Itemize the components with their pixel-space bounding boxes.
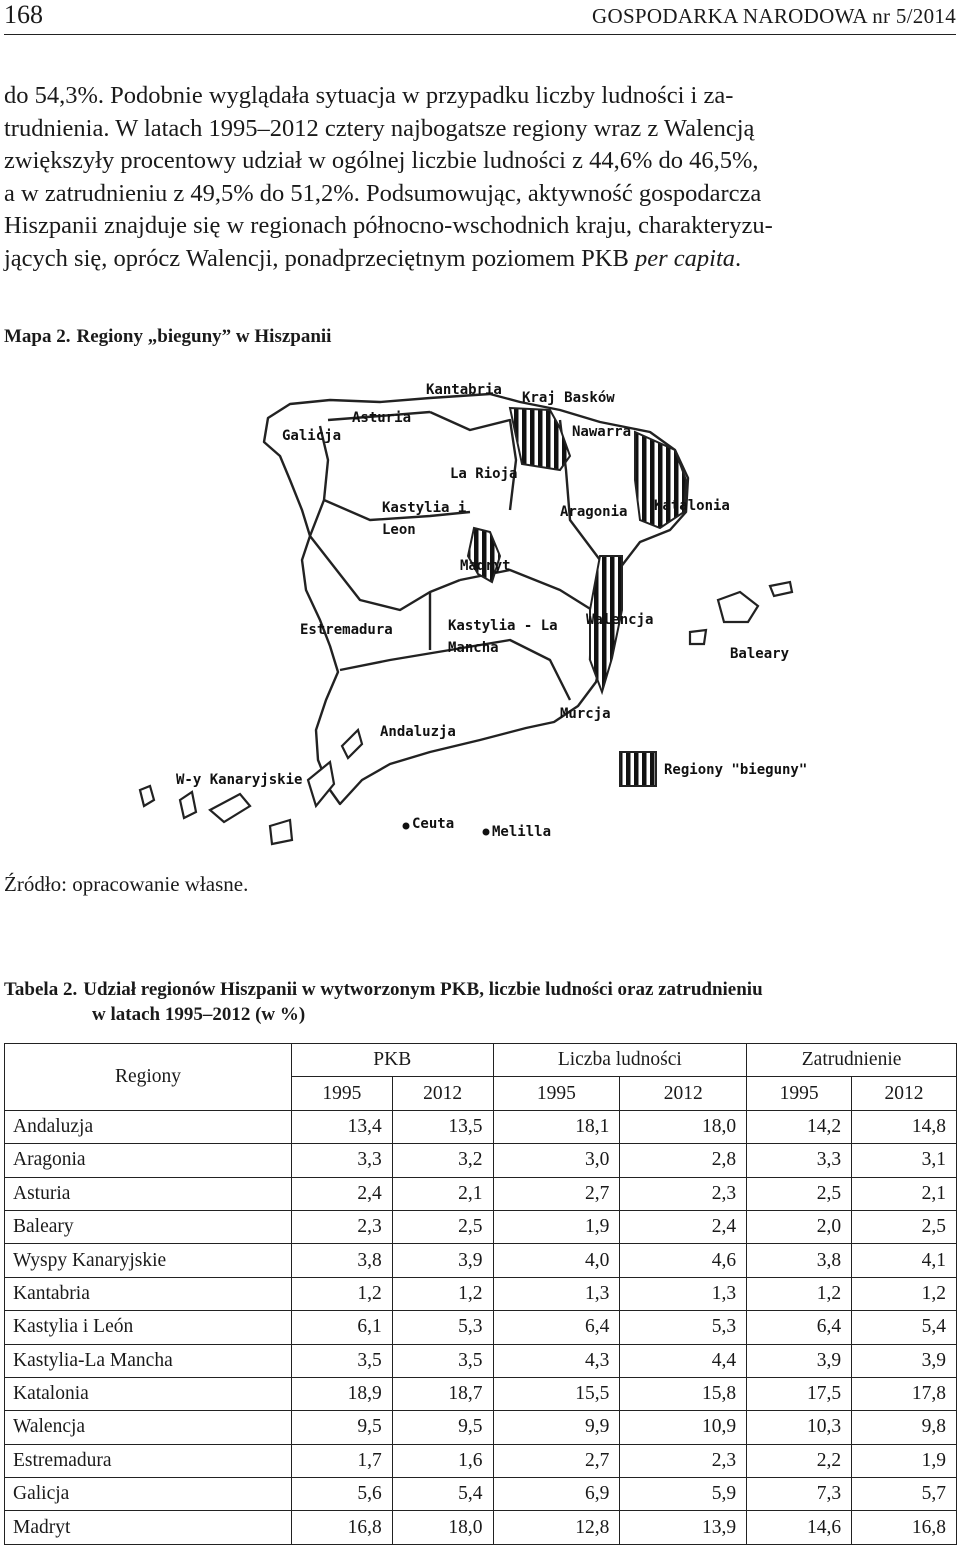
value-cell: 5,3 bbox=[620, 1311, 747, 1344]
label-kraj-baskow: Kraj Basków bbox=[522, 390, 615, 406]
table-row bbox=[5, 1277, 957, 1310]
label-madryt: Madryt bbox=[460, 558, 511, 574]
italic-term: per capita bbox=[634, 244, 736, 272]
value-cell: 14,2 bbox=[747, 1110, 852, 1143]
value-cell: 7,3 bbox=[747, 1478, 852, 1511]
value-cell: 5,9 bbox=[620, 1478, 747, 1511]
region-name-cell: Estremadura bbox=[5, 1444, 292, 1477]
header-year: 2012 bbox=[852, 1077, 957, 1110]
region-name-cell: Asturia bbox=[5, 1177, 292, 1210]
value-cell: 18,7 bbox=[392, 1377, 493, 1410]
value-cell: 9,9 bbox=[493, 1411, 620, 1444]
value-cell: 4,4 bbox=[620, 1344, 747, 1377]
value-cell: 2,2 bbox=[747, 1444, 852, 1477]
label-kastylia-leon-2: Leon bbox=[382, 522, 416, 538]
region-name-cell: Galicja bbox=[5, 1478, 292, 1511]
header-year: 2012 bbox=[392, 1077, 493, 1110]
region-name-cell: Kantabria bbox=[5, 1277, 292, 1310]
border-estremadura bbox=[310, 536, 460, 610]
body-line: Hiszpanii znajduje się w regionach północno-wschodnich kraju, charakteryzu- bbox=[4, 212, 773, 239]
region-name-cell: Walencja bbox=[5, 1411, 292, 1444]
value-cell: 2,3 bbox=[620, 1444, 747, 1477]
label-baleary: Baleary bbox=[730, 646, 790, 662]
value-cell: 1,2 bbox=[392, 1277, 493, 1310]
value-cell: 17,5 bbox=[747, 1377, 852, 1410]
value-cell: 15,5 bbox=[493, 1377, 620, 1410]
value-cell: 3,9 bbox=[852, 1344, 957, 1377]
island-ibiza bbox=[690, 630, 706, 644]
value-cell: 16,8 bbox=[852, 1511, 957, 1544]
region-kraj-baskow bbox=[510, 408, 570, 470]
value-cell: 2,4 bbox=[292, 1177, 393, 1210]
value-cell: 1,2 bbox=[747, 1277, 852, 1310]
value-cell: 3,5 bbox=[292, 1344, 393, 1377]
melilla-dot bbox=[483, 829, 490, 836]
table-caption-label: Tabela 2. bbox=[4, 979, 78, 1000]
table-caption bbox=[4, 977, 954, 1027]
island-canary-5 bbox=[308, 762, 334, 806]
header-pkb: PKB bbox=[292, 1044, 494, 1077]
value-cell: 6,4 bbox=[747, 1311, 852, 1344]
island-canary-3 bbox=[210, 794, 250, 822]
value-cell: 6,1 bbox=[292, 1311, 393, 1344]
header-ludnosc: Liczba ludności bbox=[493, 1044, 747, 1077]
value-cell: 2,1 bbox=[392, 1177, 493, 1210]
value-cell: 18,0 bbox=[392, 1511, 493, 1544]
label-nawarra: Nawarra bbox=[572, 424, 632, 440]
value-cell: 1,6 bbox=[392, 1444, 493, 1477]
value-cell: 2,8 bbox=[620, 1144, 747, 1177]
region-name-cell: Baleary bbox=[5, 1210, 292, 1243]
value-cell: 17,8 bbox=[852, 1377, 957, 1410]
regions-table bbox=[4, 1043, 957, 1545]
value-cell: 1,3 bbox=[620, 1277, 747, 1310]
map-source: Źródło: opracowanie własne. bbox=[4, 872, 249, 896]
value-cell: 14,6 bbox=[747, 1511, 852, 1544]
label-la-rioja: La Rioja bbox=[450, 466, 518, 482]
legend-label: Regiony "bieguny" bbox=[664, 762, 808, 778]
body-line: do 54,3%. Podobnie wyglądała sytuacja w przypadku liczby ludności i za- bbox=[4, 82, 734, 109]
value-cell: 3,3 bbox=[292, 1144, 393, 1177]
table-caption-line2: w latach 1995–2012 (w %) bbox=[92, 1004, 306, 1025]
border-north bbox=[430, 412, 516, 510]
table-row bbox=[5, 1444, 957, 1477]
value-cell: 2,5 bbox=[747, 1177, 852, 1210]
value-cell: 1,3 bbox=[493, 1277, 620, 1310]
value-cell: 5,6 bbox=[292, 1478, 393, 1511]
value-cell: 13,9 bbox=[620, 1511, 747, 1544]
value-cell: 3,9 bbox=[392, 1244, 493, 1277]
page-number: 168 bbox=[4, 0, 43, 29]
table-row bbox=[5, 1311, 957, 1344]
value-cell: 1,2 bbox=[292, 1277, 393, 1310]
label-kastylia-mancha-1: Kastylia - La bbox=[448, 618, 558, 634]
value-cell: 3,8 bbox=[292, 1244, 393, 1277]
value-cell: 3,5 bbox=[392, 1344, 493, 1377]
value-cell: 3,0 bbox=[493, 1144, 620, 1177]
value-cell: 1,7 bbox=[292, 1444, 393, 1477]
header-zatrudnienie: Zatrudnienie bbox=[747, 1044, 957, 1077]
table-row bbox=[5, 1377, 957, 1410]
header-year: 1995 bbox=[493, 1077, 620, 1110]
body-line: a w zatrudnieniu z 49,5% do 51,2%. Podsumowując, aktywność gospodarcza bbox=[4, 179, 762, 207]
value-cell: 16,8 bbox=[292, 1511, 393, 1544]
table-row bbox=[5, 1411, 957, 1444]
table-body bbox=[5, 1110, 957, 1544]
label-walencja: Walencja bbox=[586, 612, 654, 628]
table-caption-line1: Udział regionów Hiszpanii w wytworzonym PKB, liczbie ludności oraz zatrudnieniu bbox=[83, 979, 763, 1000]
value-cell: 10,9 bbox=[620, 1411, 747, 1444]
journal-title: GOSPODARKA NARODOWA nr 5/2014 bbox=[592, 4, 956, 28]
value-cell: 13,4 bbox=[292, 1110, 393, 1143]
value-cell: 3,1 bbox=[852, 1144, 957, 1177]
value-cell: 4,1 bbox=[852, 1244, 957, 1277]
value-cell: 2,4 bbox=[620, 1210, 747, 1243]
value-cell: 18,0 bbox=[620, 1110, 747, 1143]
value-cell: 1,9 bbox=[852, 1444, 957, 1477]
body-line: trudnienia. W latach 1995–2012 cztery najbogatsze regiony wraz z Walencją bbox=[4, 114, 755, 142]
map-caption-text: Regiony „bieguny” w Hiszpanii bbox=[76, 326, 332, 347]
header-year: 1995 bbox=[747, 1077, 852, 1110]
value-cell: 6,9 bbox=[493, 1478, 620, 1511]
value-cell: 1,9 bbox=[493, 1210, 620, 1243]
value-cell: 18,9 bbox=[292, 1377, 393, 1410]
label-estremadura: Estremadura bbox=[300, 622, 393, 638]
region-name-cell: Kastylia-La Mancha bbox=[5, 1344, 292, 1377]
label-murcja: Murcja bbox=[560, 706, 611, 722]
legend-swatch bbox=[620, 752, 656, 786]
label-kastylia-leon-1: Kastylia i bbox=[382, 500, 467, 516]
island-menorca bbox=[770, 582, 792, 596]
header-regions: Regiony bbox=[5, 1044, 292, 1111]
value-cell: 2,5 bbox=[392, 1210, 493, 1243]
value-cell: 9,5 bbox=[392, 1411, 493, 1444]
island-canary-6 bbox=[342, 730, 362, 758]
region-name-cell: Andaluzja bbox=[5, 1110, 292, 1143]
value-cell: 12,8 bbox=[493, 1511, 620, 1544]
value-cell: 3,9 bbox=[747, 1344, 852, 1377]
body-line-last bbox=[4, 243, 956, 276]
table-row bbox=[5, 1177, 957, 1210]
table-row bbox=[5, 1144, 957, 1177]
table-row bbox=[5, 1244, 957, 1277]
table-row bbox=[5, 1344, 957, 1377]
value-cell: 3,3 bbox=[747, 1144, 852, 1177]
value-cell: 2,7 bbox=[493, 1444, 620, 1477]
value-cell: 5,3 bbox=[392, 1311, 493, 1344]
island-canary-4 bbox=[270, 820, 292, 844]
value-cell: 5,7 bbox=[852, 1478, 957, 1511]
value-cell: 1,2 bbox=[852, 1277, 957, 1310]
table-row bbox=[5, 1478, 957, 1511]
island-canary-1 bbox=[140, 786, 154, 806]
label-kanaryjskie: W-y Kanaryjskie bbox=[176, 772, 303, 788]
ceuta-dot bbox=[403, 823, 410, 830]
table-row bbox=[5, 1110, 957, 1143]
value-cell: 9,8 bbox=[852, 1411, 957, 1444]
region-name-cell: Madryt bbox=[5, 1511, 292, 1544]
label-kastylia-mancha-2: Mancha bbox=[448, 640, 499, 656]
region-name-cell: Wyspy Kanaryjskie bbox=[5, 1244, 292, 1277]
header-year: 2012 bbox=[620, 1077, 747, 1110]
island-mallorca bbox=[718, 592, 758, 622]
value-cell: 2,0 bbox=[747, 1210, 852, 1243]
value-cell: 2,7 bbox=[493, 1177, 620, 1210]
table-header-row bbox=[5, 1044, 957, 1077]
label-katalonia: Katalonia bbox=[654, 498, 730, 514]
map-caption bbox=[4, 326, 331, 348]
label-andaluzja: Andaluzja bbox=[380, 724, 456, 740]
page-header bbox=[4, 0, 956, 35]
value-cell: 5,4 bbox=[852, 1311, 957, 1344]
label-melilla: Melilla bbox=[492, 824, 552, 840]
value-cell: 9,5 bbox=[292, 1411, 393, 1444]
value-cell: 14,8 bbox=[852, 1110, 957, 1143]
spain-regions-map bbox=[130, 360, 850, 860]
value-cell: 5,4 bbox=[392, 1478, 493, 1511]
label-aragonia: Aragonia bbox=[560, 504, 628, 520]
value-cell: 4,6 bbox=[620, 1244, 747, 1277]
value-cell: 2,3 bbox=[620, 1177, 747, 1210]
value-cell: 13,5 bbox=[392, 1110, 493, 1143]
value-cell: 15,8 bbox=[620, 1377, 747, 1410]
label-asturia: Asturia bbox=[352, 410, 412, 426]
body-paragraph bbox=[4, 80, 956, 275]
value-cell: 6,4 bbox=[493, 1311, 620, 1344]
table-row bbox=[5, 1511, 957, 1544]
value-cell: 10,3 bbox=[747, 1411, 852, 1444]
region-name-cell: Kastylia i León bbox=[5, 1311, 292, 1344]
island-canary-2 bbox=[180, 792, 196, 818]
body-line-period: . bbox=[735, 244, 742, 272]
label-ceuta: Ceuta bbox=[412, 816, 455, 832]
body-line-start: jących się, oprócz Walencji, ponadprzeciętnym poziomem PKB bbox=[4, 244, 629, 272]
value-cell: 3,8 bbox=[747, 1244, 852, 1277]
value-cell: 4,0 bbox=[493, 1244, 620, 1277]
region-name-cell: Aragonia bbox=[5, 1144, 292, 1177]
value-cell: 18,1 bbox=[493, 1110, 620, 1143]
body-line: zwiększyły procentowy udział w ogólnej liczbie ludności z 44,6% do 46,5%, bbox=[4, 147, 759, 174]
value-cell: 2,1 bbox=[852, 1177, 957, 1210]
map-caption-label: Mapa 2. bbox=[4, 326, 71, 347]
value-cell: 3,2 bbox=[392, 1144, 493, 1177]
value-cell: 4,3 bbox=[493, 1344, 620, 1377]
value-cell: 2,5 bbox=[852, 1210, 957, 1243]
table-row bbox=[5, 1210, 957, 1243]
label-galicja: Galicja bbox=[282, 428, 342, 444]
region-name-cell: Katalonia bbox=[5, 1377, 292, 1410]
header-year: 1995 bbox=[292, 1077, 393, 1110]
label-kantabria: Kantabria bbox=[426, 382, 502, 398]
value-cell: 2,3 bbox=[292, 1210, 393, 1243]
